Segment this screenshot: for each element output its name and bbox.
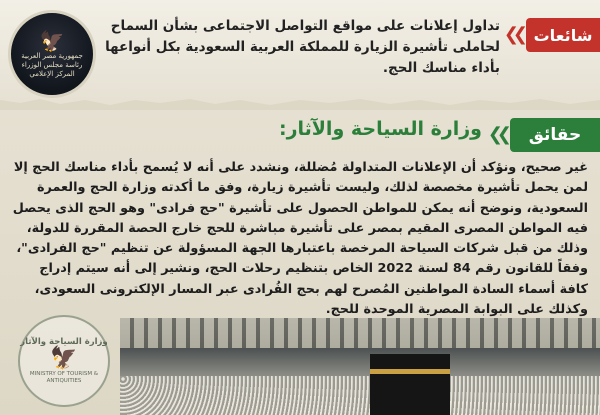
chevron-left-icon: ❮❮ [503,24,522,45]
ministry-logo [18,315,110,407]
rumor-text: تداول إعلانات على مواقع التواصل الاجتماعى بشأن السماح لحاملى تأشيرة الزيارة للمملكة العربية السعودية بكل أنواعها بأداء مناسك الحج. [105,18,500,76]
rumor-section [0,0,600,100]
eagle-icon: 🦅 [50,346,78,371]
chevron-left-icon: ❮❮ [487,124,506,145]
media-center-logo-line1: جمهورية مصر العربية [21,51,83,60]
mosque-arcade [120,318,600,348]
facts-tag: حقائق [510,118,600,152]
kaaba-gold-band [370,369,450,374]
eagle-icon: 🦅 [39,28,65,53]
ministry-heading: وزارة السياحة والآثار: [278,118,482,140]
torn-edge-divider [0,96,600,110]
media-center-logo [8,10,96,98]
facts-body: غير صحيح، ونؤكد أن الإعلانات المتداولة مُضللة، ونشدد على أنه لا يُسمح بأداء مناسك الحج إلا لمن يحمل تأشيرة مخصصة لذلك، وليست تأشيرة زيارة، وفق ما أكدته وزارة الحج والعمرة السعودية، ونوضح أنه يمكن للمواطن الحصول على تأشيرة "حج فرادى" وهو الحج الذى يحصل فيه المواطن المصرى المقيم بمصر على تأشيرة مباشرة للحج خارج الحصة المقررة للدولة، وذلك من قبل شركات السياحة المرخصة باعتبارها الجهة المسؤولة عن تنظيم "حج الفرادى"، وفقاً للقانون رقم 84 لسنة 2022 الخاص بتنظيم رحلات الحج، ونشير إلى أنه سيتم إدراج كافة أسماء السادة المواطنين المُصرح لهم بحج الفُرادى عبر المسار الإلكترونى السعودى، وكذلك على البوابة المصرية الموحدة للحج. [12,160,588,318]
kaaba-icon [370,354,450,415]
media-center-logo-line2: رئاسة مجلس الوزراء [21,60,83,69]
ministry-logo-english: MINISTRY OF TOURISM & ANTIQUITIES [29,371,99,384]
pilgrims-crowd [120,376,600,415]
ministry-logo-arabic: وزارة السياحة والآثار [20,337,108,347]
rumor-tag: شائعات [526,18,600,52]
kaaba-photo [120,318,600,415]
media-center-logo-line3: المركز الإعلامي [29,69,75,78]
